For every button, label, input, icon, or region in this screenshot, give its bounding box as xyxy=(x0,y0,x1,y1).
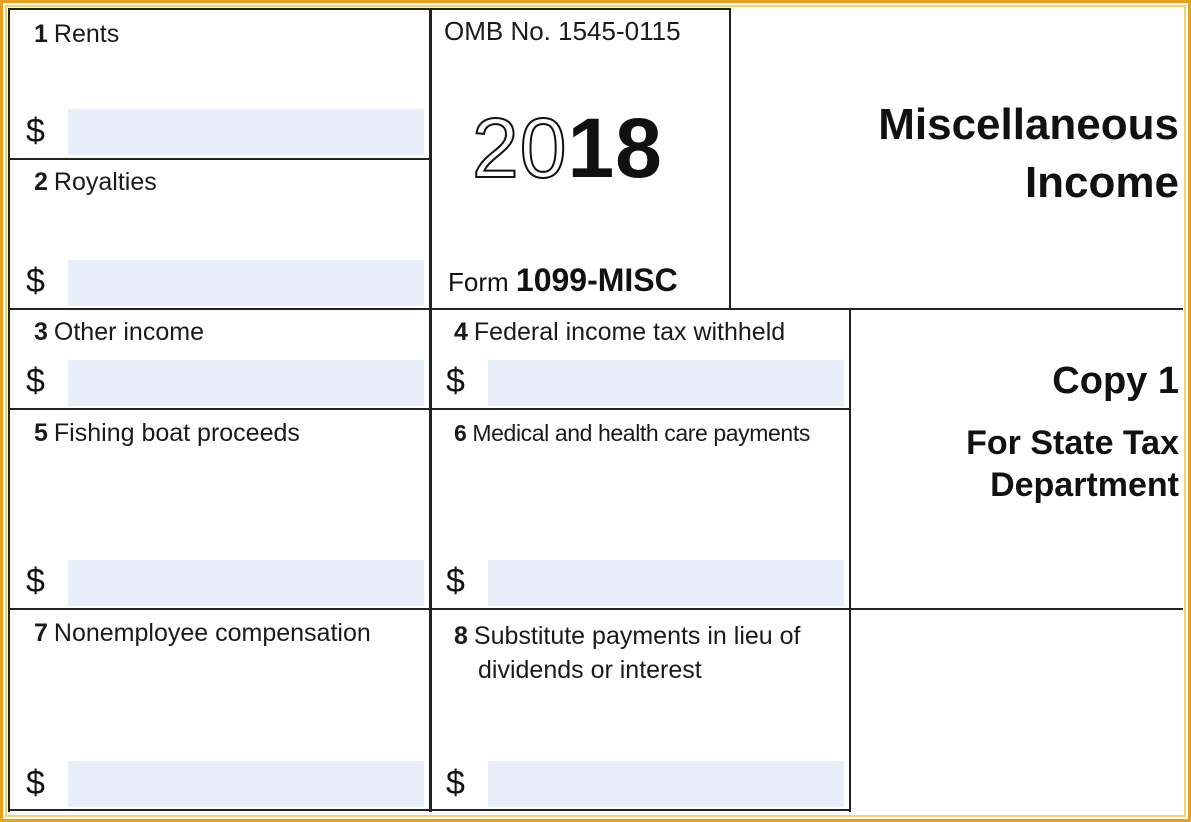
rule xyxy=(8,608,1183,610)
box-8-substitute-payments-input[interactable] xyxy=(488,761,844,807)
dollar-sign: $ xyxy=(446,764,465,802)
box-8-label: 8 Substitute payments in lieu of dividends or interest xyxy=(454,622,801,684)
box-5-fishing-boat-proceeds-input[interactable] xyxy=(68,560,424,606)
dollar-sign: $ xyxy=(446,562,465,600)
box-1-label: 1 Rents xyxy=(34,20,120,48)
rule xyxy=(849,308,851,812)
form-1099-misc xyxy=(8,8,1183,814)
box-7-nonemployee-compensation-input[interactable] xyxy=(68,761,424,807)
rule xyxy=(430,8,731,10)
rule xyxy=(429,8,432,812)
box-1-rents-input[interactable] xyxy=(68,109,424,155)
box-3-label: 3 Other income xyxy=(34,318,204,346)
box-4-federal-tax-withheld-input[interactable] xyxy=(488,360,844,406)
copy-title: Copy 1 xyxy=(1052,360,1179,402)
form-name: Form 1099-MISC xyxy=(448,262,678,298)
rule xyxy=(8,308,1183,310)
box-6-label: 6 Medical and health care payments xyxy=(454,420,810,446)
box-3-other-income-input[interactable] xyxy=(68,360,424,406)
box-2-label: 2 Royalties xyxy=(34,168,157,196)
box-4-label: 4 Federal income tax withheld xyxy=(454,318,786,346)
dollar-sign: $ xyxy=(26,764,45,802)
dollar-sign: $ xyxy=(26,562,45,600)
rule xyxy=(8,8,10,812)
box-7-label: 7 Nonemployee compensation xyxy=(34,619,371,647)
rule xyxy=(8,8,430,10)
box-5-label: 5 Fishing boat proceeds xyxy=(34,419,300,447)
omb-number: OMB No. 1545-0115 xyxy=(444,16,681,46)
box-2-royalties-input[interactable] xyxy=(68,260,424,306)
form-title: Miscellaneous Income xyxy=(878,100,1179,207)
rule xyxy=(8,158,430,160)
dollar-sign: $ xyxy=(446,362,465,400)
copy-recipient: For State Tax Department xyxy=(966,424,1179,504)
tax-year: 2018 xyxy=(472,101,663,195)
dollar-sign: $ xyxy=(26,362,45,400)
rule xyxy=(729,8,731,308)
box-6-medical-payments-input[interactable] xyxy=(488,560,844,606)
dollar-sign: $ xyxy=(26,112,45,150)
dollar-sign: $ xyxy=(26,262,45,300)
